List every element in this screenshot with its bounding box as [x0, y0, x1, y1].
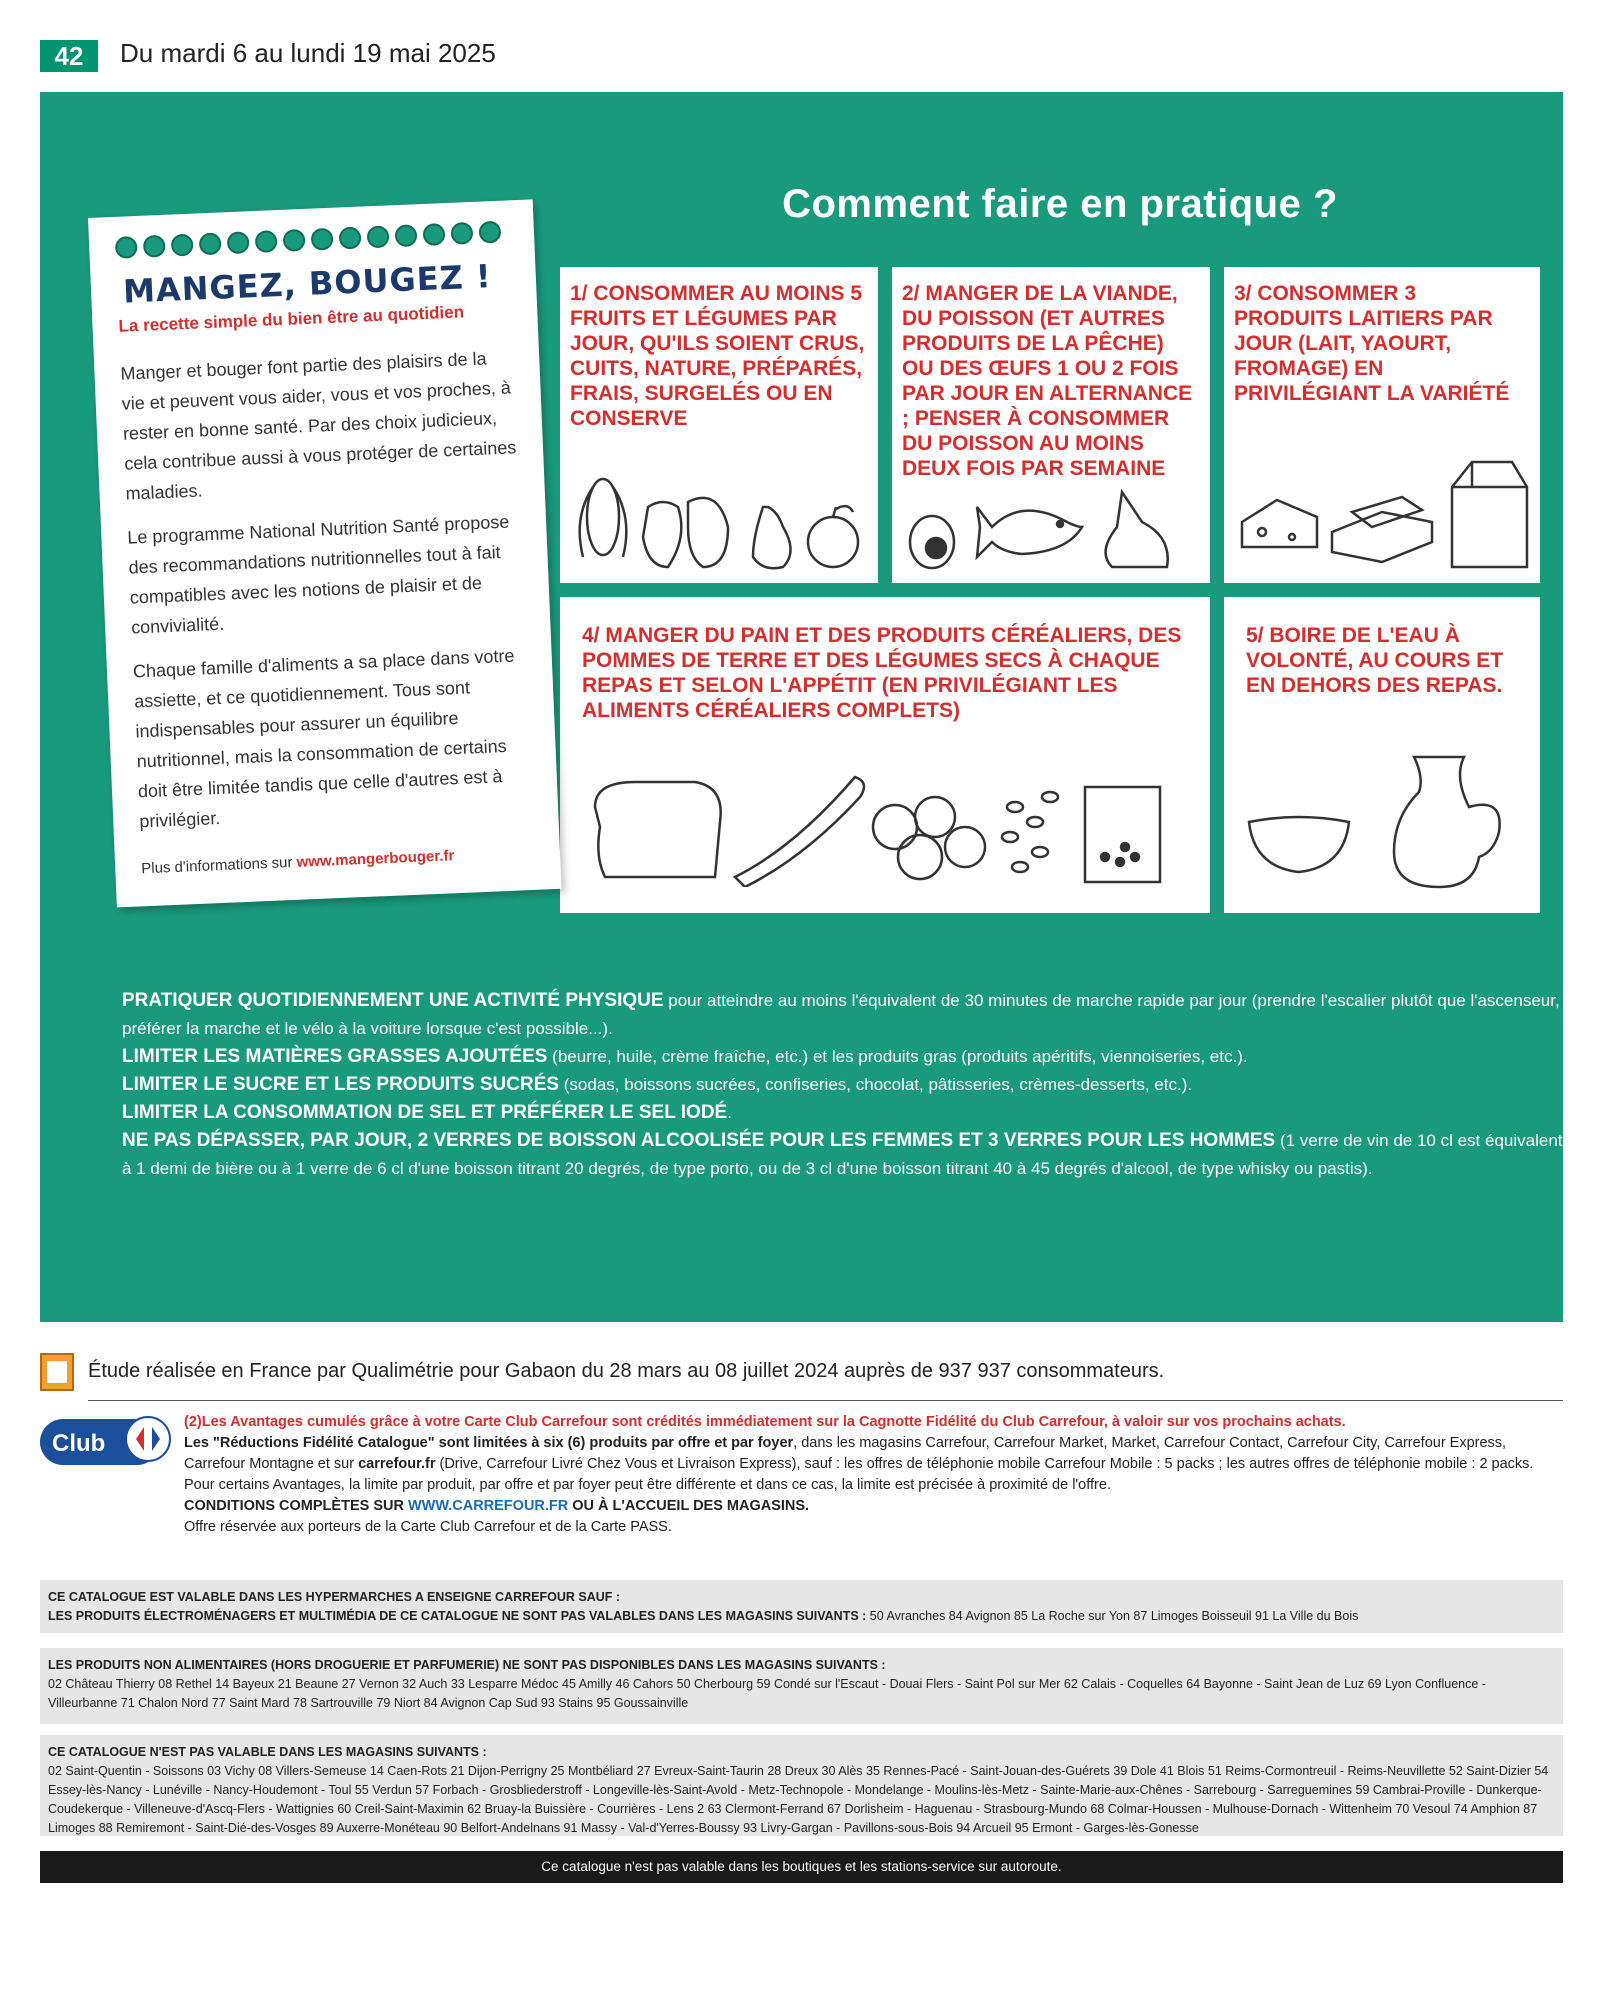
advice-detail: pour atteindre au moins l'équivalent de 30 minutes de marche rapide par jour (prendre l'escalier plutôt que l'ascenseur, préférer la marche et le vélo à la voiture lorsque c'est possible...).: [122, 991, 1560, 1038]
advice-detail: (sodas, boissons sucrées, confiseries, chocolat, pâtisseries, crèmes-desserts, etc.).: [559, 1075, 1193, 1094]
advice-bold: LIMITER LA CONSOMMATION DE SEL ET PRÉFÉRER LE SEL IODÉ: [122, 1102, 728, 1123]
club-line-4: [184, 1496, 1564, 1517]
fruits-vegetables-illustration: [568, 467, 868, 572]
club-line-2: [184, 1433, 1564, 1475]
footer-disclaimer: Ce catalogue n'est pas valable dans les boutiques et les stations-service sur autoroute.: [40, 1851, 1563, 1883]
notepad-subtitle: La recette simple du bien être au quotidien: [118, 302, 465, 336]
card-text: 4/ MANGER DU PAIN ET DES PRODUITS CÉRÉALIERS, DES POMMES DE TERRE ET DES LÉGUMES SECS À CHAQUE REPAS ET SELON L'APPÉTIT (EN PRIVILÉGIANT LES ALIMENTS CÉRÉALIERS COMPLETS): [582, 624, 1182, 722]
club-line-3: Pour certains Avantages, la limite par produit, par offre et par foyer peut être différente et dans ce cas, la limite est précisée à proximité de l'offre.: [184, 1477, 1111, 1493]
notice-body: 50 Avranches 84 Avignon 85 La Roche sur Yon 87 Limoges Boisseuil 91 La Ville du Bois: [866, 1609, 1359, 1623]
advice-salt: [122, 1099, 1572, 1127]
advice-detail: (1 verre de vin de 10 cl est équivalent à 1 demi de bière ou à 1 verre de 6 cl d'une boisson titrant 20 degrés, de type porto, ou de 3 cl d'une boisson titrant 40 à 45 degrés d'alcool, de type whisky ou pastis).: [122, 1131, 1563, 1178]
club-line-5: Offre réservée aux porteurs de la Carte Club Carrefour et de la Carte PASS.: [184, 1519, 672, 1535]
notice-hypermarkets: [40, 1580, 1563, 1633]
club-line-2-rest: , dans les magasins Carrefour, Carrefour Market, Market, Carrefour Contact, Carrefour City, Carrefour Express, Carrefour Montagne et sur: [184, 1435, 1507, 1472]
card-text: 2/ MANGER DE LA VIANDE, DU POISSON (ET AUTRES PRODUITS DE LA PÊCHE) OU DES ŒUFS 1 OU 2 FOIS PAR JOUR EN ALTERNANCE ; PENSER À CONSOMMER DU POISSON AU MOINS DEUX FOIS PAR SEMAINE: [902, 282, 1193, 480]
notepad-paragraph: Chaque famille d'aliments a sa place dans votre assiette, et ce quotidiennement. Tous sont indispensables pour assurer un équilibre nutritionnel, mais la consommation de certains doit être limitée tandis que celle d'autres est à privilégier.: [132, 645, 515, 832]
notepad-rings: [115, 220, 509, 258]
advice-sugar: [122, 1071, 1572, 1099]
notice-body: 02 Château Thierry 08 Rethel 14 Bayeux 21 Beaune 27 Vernon 32 Auch 33 Lesparre Médoc 45 Amilly 46 Cahors 50 Cherbourg 59 Condé sur l'Escaut - Douai Flers - Saint Pol sur Mer 62 Calais - Coquelles 64 Bayonne - Saint Jean de Luz 69 Lyon Confluence - Villeurbanne 71 Chalon Nord 77 Saint Mard 78 Sartrouville 79 Niort 84 Avignon Cap Sud 93 Stains 95 Goussainville: [48, 1677, 1486, 1710]
notepad-more-info: [141, 844, 534, 877]
notice-title: CE CATALOGUE EST VALABLE DANS LES HYPERMARCHES A ENSEIGNE CARREFOUR SAUF :: [48, 1590, 621, 1604]
notepad-card: [88, 199, 562, 907]
meat-fish-eggs-illustration: [902, 482, 1202, 572]
card-water: [1224, 597, 1540, 913]
page-number: 42: [40, 40, 98, 72]
advice-bold: LIMITER LES MATIÈRES GRASSES AJOUTÉES: [122, 1046, 548, 1067]
advice-alcohol: [122, 1127, 1572, 1183]
water-illustration: [1244, 737, 1524, 897]
club-logo-text: Club: [52, 1430, 106, 1457]
notepad-paragraph: Le programme National Nutrition Santé propose des recommandations nutritionnelles tout à fait compatibles avec les notions de plaisir et de convivialité.: [127, 511, 510, 638]
notice-body: 02 Saint-Quentin - Soissons 03 Vichy 08 Villers-Semeuse 14 Caen-Rots 21 Dijon-Perrigny 25 Montbéliard 27 Evreux-Saint-Taurin 28 Dreux 30 Alès 35 Rennes-Pacé - Saint-Jouan-des-Guérets 39 Dole 41 Blois 51 Reims-Cormontreuil - Reims-Neuvillette 52 Saint-Dizier 54 Essey-lès-Nancy - Lunéville - Nancy-Houdemont - Toul 55 Verdun 57 Forbach - Grosbliederstroff - Longeville-lès-Saint-Avold - Metz-Technopole - Mondelange - Moulins-lès-Metz - Sainte-Marie-aux-Chênes - Sarrebourg - Sarreguemines 59 Cambrai-Proville - Dunkerque-Coudekerque - Villeneuve-d'Ascq-Flers - Wattignies 60 Creil-Saint-Maximin 62 Bruay-la Buissière - Courrières - Lens 2 63 Clermont-Ferrand 67 Dorlisheim - Haguenau - Strasbourg-Mundo 68 Colmar-Houssen - Mulhouse-Dornach - Wittenheim 70 Vesoul 74 Amphion 87 Limoges 88 Remiremont - Saint-Dié-des-Vosges 89 Auxerre-Monéteau 90 Belfort-Andelnans 91 Massy - Val-d'Yerres-Boussy 93 Livry-Gargan - Pavillons-sous-Bois 94 Arcueil 95 Ermont - Garges-lès-Gonesse: [48, 1764, 1549, 1835]
card-dairy: [1224, 267, 1540, 583]
notice-title: CE CATALOGUE N'EST PAS VALABLE DANS LES MAGASINS SUIVANTS :: [48, 1745, 487, 1759]
advice-bold: NE PAS DÉPASSER, PAR JOUR, 2 VERRES DE BOISSON ALCOOLISÉE POUR LES FEMMES ET 3 VERRES POUR LES HOMMES: [122, 1130, 1276, 1151]
notice-title: LES PRODUITS NON ALIMENTAIRES (HORS DROGUERIE ET PARFUMERIE) NE SONT PAS DISPONIBLES DANS LES MAGASINS SUIVANTS :: [48, 1658, 886, 1672]
advice-bold: LIMITER LE SUCRE ET LES PRODUITS SUCRÉS: [122, 1074, 560, 1095]
date-range: Du mardi 6 au lundi 19 mai 2025: [120, 38, 496, 68]
card-fruits-vegetables: [560, 267, 878, 583]
clipboard-icon: [40, 1353, 74, 1391]
card-bread-cereals: [560, 597, 1210, 913]
advice-detail: .: [727, 1103, 732, 1122]
card-meat-fish-eggs: [892, 267, 1210, 583]
notepad-title: MANGEZ, BOUGEZ !: [122, 257, 493, 311]
club-line-1: (2)Les Avantages cumulés grâce à votre Carte Club Carrefour sont crédités immédiatement sur la Cagnotte Fidélité du Club Carrefour, à valoir sur vos prochains achats.: [184, 1414, 1346, 1430]
notice-lead: LES PRODUITS ÉLECTROMÉNAGERS ET MULTIMÉDIA DE CE CATALOGUE NE SONT PAS VALABLES DANS LES MAGASINS SUIVANTS :: [48, 1609, 867, 1623]
notice-non-food: [40, 1648, 1563, 1724]
divider: [88, 1400, 1563, 1401]
panel-title: Comment faire en pratique ?: [782, 182, 1338, 226]
advice-physical-activity: [122, 987, 1572, 1043]
mangerbouger-link[interactable]: www.mangerbouger.fr: [296, 847, 455, 871]
advice-fats: [122, 1043, 1572, 1071]
club-conditions: [184, 1412, 1564, 1538]
card-text: 5/ BOIRE DE L'EAU À VOLONTÉ, AU COURS ET EN DEHORS DES REPAS.: [1246, 624, 1504, 697]
notice-excluded-stores: [40, 1735, 1563, 1836]
club-line-2-end: (Drive, Carrefour Livré Chez Vous et Livraison Express), sauf : les offres de téléphonie mobile Carrefour Mobile : 5 packs ; les autres offres de téléphonie mobile : 2 packs.: [435, 1456, 1534, 1472]
advice-bold: PRATIQUER QUOTIDIENNEMENT UNE ACTIVITÉ PHYSIQUE: [122, 990, 664, 1011]
card-text: 1/ CONSOMMER AU MOINS 5 FRUITS ET LÉGUMES PAR JOUR, QU'ILS SOIENT CRUS, CUITS, NATURE, PRÉPARÉS, FRAIS, SURGELÉS OU EN CONSERVE: [570, 282, 865, 430]
study-note: Étude réalisée en France par Qualimétrie pour Gabaon du 28 mars au 08 juillet 2024 auprès de 937 937 consommateurs.: [88, 1360, 1165, 1382]
more-info-prefix: Plus d'informations sur: [140, 853, 297, 878]
club-line-4-prefix: CONDITIONS COMPLÈTES SUR: [184, 1498, 408, 1514]
advice-detail: (beurre, huile, crème fraîche, etc.) et les produits gras (produits apéritifs, viennoiseries, etc.).: [547, 1047, 1248, 1066]
notepad-paragraph: Manger et bouger font partie des plaisirs de la vie et peuvent vous aider, vous et vos proches, à rester en bonne santé. Par des choix judicieux, cela contribue aussi à vous protéger de certaines maladies.: [120, 348, 517, 504]
club-line-2-prefix: Les "Réductions Fidélité Catalogue" sont limitées à six (6) produits par offre et par foyer: [184, 1435, 794, 1451]
carrefour-site: carrefour.fr: [358, 1456, 436, 1472]
club-carrefour-logo: [40, 1415, 176, 1469]
card-text: 3/ CONSOMMER 3 PRODUITS LAITIERS PAR JOUR (LAIT, YAOURT, FROMAGE) EN PRIVILÉGIANT LA VARIÉTÉ: [1234, 282, 1510, 405]
bread-cereals-illustration: [585, 767, 1185, 887]
carrefour-link[interactable]: WWW.CARREFOUR.FR: [407, 1498, 569, 1514]
dairy-illustration: [1232, 442, 1532, 572]
club-line-4-suffix: OU À L'ACCUEIL DES MAGASINS.: [568, 1498, 810, 1514]
